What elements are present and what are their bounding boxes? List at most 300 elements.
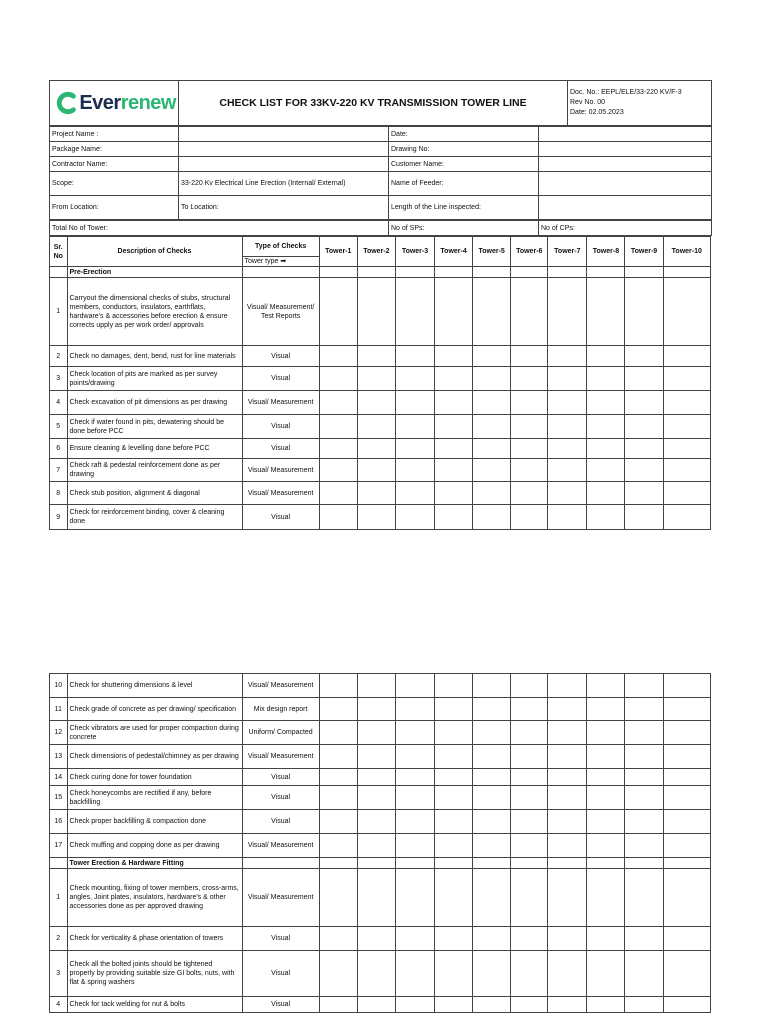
tower-8-cell[interactable] [587, 459, 625, 482]
feeder-name-label: Name of Feeder: [389, 172, 539, 196]
package-name-label: Package Name: [50, 142, 179, 157]
table-row [50, 367, 711, 391]
tower-5-cell[interactable] [473, 997, 511, 1013]
table-row [50, 459, 711, 482]
tower-4-cell[interactable] [435, 721, 473, 745]
tower-3-cell[interactable] [395, 367, 434, 391]
sr-no-cell: 3 [50, 367, 68, 391]
tower-7-cell[interactable] [548, 391, 587, 415]
tower-5-cell[interactable] [473, 391, 511, 415]
tower-4-cell[interactable] [435, 927, 473, 951]
tower-10-cell[interactable] [663, 997, 710, 1013]
to-location-label: To Location: [179, 196, 389, 220]
table-row [50, 439, 711, 459]
tower-2-cell[interactable] [357, 278, 395, 346]
tower-4-cell[interactable] [435, 869, 473, 927]
customer-name-field[interactable] [539, 157, 712, 172]
tower-5-cell[interactable] [473, 674, 511, 698]
tower-3-cell[interactable] [395, 698, 434, 721]
line-length-field[interactable] [539, 196, 712, 220]
tower-6-cell[interactable] [511, 674, 548, 698]
col-tower-3: Tower-3 [395, 237, 434, 267]
tower-2-cell[interactable] [357, 698, 395, 721]
tower-2-cell[interactable] [357, 459, 395, 482]
tower-8-cell[interactable] [587, 346, 625, 367]
tower-9-cell[interactable] [625, 439, 663, 459]
tower-8-cell[interactable] [587, 834, 625, 858]
tower-1-cell[interactable] [319, 674, 357, 698]
check-type: Visual/ Measurement [242, 869, 319, 927]
checklist-page-1 [49, 80, 711, 530]
tower-9-cell[interactable] [625, 415, 663, 439]
tower-1-cell[interactable] [319, 769, 357, 786]
check-type: Visual [242, 810, 319, 834]
sr-no-cell: 11 [50, 698, 68, 721]
check-description: Ensure cleaning & levelling done before PCC [67, 439, 242, 459]
company-logo [50, 81, 179, 126]
tower-7-cell[interactable] [548, 367, 587, 391]
tower-4-cell[interactable] [435, 674, 473, 698]
tower-5-cell[interactable] [473, 439, 511, 459]
tower-5-cell[interactable] [473, 786, 511, 810]
tower-2-cell[interactable] [357, 769, 395, 786]
tower-3-cell[interactable] [395, 869, 434, 927]
tower-9-cell[interactable] [625, 721, 663, 745]
tower-1-cell[interactable] [319, 810, 357, 834]
check-description: Carryout the dimensional checks of stubs, structural members, conductors, insulators, earthflats, hardware's & accessories before erection & ensure corrects upply as per work order/ approvals [67, 278, 242, 346]
tower-3-cell[interactable] [395, 439, 434, 459]
tower-10-cell[interactable] [663, 346, 710, 367]
tower-8-cell[interactable] [587, 505, 625, 530]
tower-9-cell[interactable] [625, 769, 663, 786]
tower-6-cell[interactable] [511, 415, 548, 439]
col-tower-10: Tower-10 [663, 237, 710, 267]
col-tower-7: Tower-7 [548, 237, 587, 267]
tower-4-cell[interactable] [435, 278, 473, 346]
tower-10-cell[interactable] [663, 769, 710, 786]
tower-3-cell[interactable] [395, 459, 434, 482]
tower-6-cell[interactable] [511, 869, 548, 927]
tower-1-cell[interactable] [319, 482, 357, 505]
tower-5-cell[interactable] [473, 482, 511, 505]
sr-no-cell: 17 [50, 834, 68, 858]
tower-6-cell[interactable] [511, 721, 548, 745]
tower-1-cell[interactable] [319, 745, 357, 769]
sr-no-cell: 4 [50, 997, 68, 1013]
tower-10-cell[interactable] [663, 698, 710, 721]
table-row [50, 745, 711, 769]
tower-9-cell[interactable] [625, 745, 663, 769]
tower-7-cell[interactable] [548, 769, 587, 786]
tower-2-cell[interactable] [357, 997, 395, 1013]
checks-table-page2 [49, 673, 711, 1013]
check-type: Visual [242, 346, 319, 367]
total-towers-label: Total No of Tower: [50, 221, 389, 236]
project-name-field[interactable] [179, 127, 389, 142]
sr-no-cell: 1 [50, 278, 68, 346]
tower-1-cell[interactable] [319, 391, 357, 415]
tower-8-cell[interactable] [587, 415, 625, 439]
table-row [50, 415, 711, 439]
tower-4-cell[interactable] [435, 367, 473, 391]
tower-1-cell[interactable] [319, 415, 357, 439]
document-date: Date: 02.05.2023 [570, 109, 624, 116]
date-field[interactable] [539, 127, 712, 142]
tower-8-cell[interactable] [587, 786, 625, 810]
check-description: Check no damages, dent, bend, rust for line materials [67, 346, 242, 367]
tower-9-cell[interactable] [625, 482, 663, 505]
tower-6-cell[interactable] [511, 482, 548, 505]
sr-no-cell: 4 [50, 391, 68, 415]
tower-5-cell[interactable] [473, 415, 511, 439]
tower-4-cell[interactable] [435, 391, 473, 415]
tower-10-cell[interactable] [663, 459, 710, 482]
tower-3-cell[interactable] [395, 505, 434, 530]
tower-9-cell[interactable] [625, 459, 663, 482]
tower-1-cell[interactable] [319, 951, 357, 997]
table-row [50, 505, 711, 530]
drawing-no-field[interactable] [539, 142, 712, 157]
tower-9-cell[interactable] [625, 810, 663, 834]
tower-1-cell[interactable] [319, 367, 357, 391]
check-description: Check raft & pedestal reinforcement done as per drawing [67, 459, 242, 482]
tower-3-cell[interactable] [395, 786, 434, 810]
check-type: Visual/ Measurement [242, 745, 319, 769]
tower-9-cell[interactable] [625, 997, 663, 1013]
tower-7-cell[interactable] [548, 674, 587, 698]
check-description: Check for verticality & phase orientation of towers [67, 927, 242, 951]
tower-1-cell[interactable] [319, 869, 357, 927]
tower-6-cell[interactable] [511, 439, 548, 459]
tower-1-cell[interactable] [319, 834, 357, 858]
tower-5-cell[interactable] [473, 745, 511, 769]
tower-5-cell[interactable] [473, 278, 511, 346]
sr-no-cell: 16 [50, 810, 68, 834]
tower-3-cell[interactable] [395, 745, 434, 769]
tower-3-cell[interactable] [395, 927, 434, 951]
table-row [50, 997, 711, 1013]
tower-1-cell[interactable] [319, 505, 357, 530]
section-tower-erection: Tower Erection & Hardware Fitting [67, 858, 242, 869]
tower-8-cell[interactable] [587, 367, 625, 391]
checklist-page-2 [49, 673, 711, 1013]
tower-2-cell[interactable] [357, 927, 395, 951]
check-description: Check honeycombs are rectified if any, before backfilling [67, 786, 242, 810]
tower-7-cell[interactable] [548, 951, 587, 997]
tower-5-cell[interactable] [473, 810, 511, 834]
section-pre-erection: Pre-Erection [67, 267, 242, 278]
tower-5-cell[interactable] [473, 834, 511, 858]
tower-2-cell[interactable] [357, 674, 395, 698]
tower-6-cell[interactable] [511, 459, 548, 482]
tower-9-cell[interactable] [625, 391, 663, 415]
tower-6-cell[interactable] [511, 745, 548, 769]
tower-2-cell[interactable] [357, 810, 395, 834]
check-description: Check stub position, alignment & diagonal [67, 482, 242, 505]
tower-3-cell[interactable] [395, 415, 434, 439]
tower-5-cell[interactable] [473, 346, 511, 367]
tower-9-cell[interactable] [625, 505, 663, 530]
tower-3-cell[interactable] [395, 482, 434, 505]
tower-5-cell[interactable] [473, 951, 511, 997]
tower-9-cell[interactable] [625, 834, 663, 858]
tower-7-cell[interactable] [548, 786, 587, 810]
tower-9-cell[interactable] [625, 346, 663, 367]
tower-3-cell[interactable] [395, 810, 434, 834]
tower-4-cell[interactable] [435, 459, 473, 482]
tower-2-cell[interactable] [357, 439, 395, 459]
col-tower-4: Tower-4 [435, 237, 473, 267]
tower-4-cell[interactable] [435, 834, 473, 858]
tower-10-cell[interactable] [663, 674, 710, 698]
tower-6-cell[interactable] [511, 346, 548, 367]
tower-7-cell[interactable] [548, 869, 587, 927]
tower-8-cell[interactable] [587, 997, 625, 1013]
tower-7-cell[interactable] [548, 834, 587, 858]
tower-2-cell[interactable] [357, 951, 395, 997]
check-type: Uniform/ Compacted [242, 721, 319, 745]
tower-4-cell[interactable] [435, 346, 473, 367]
table-row [50, 769, 711, 786]
sr-no-cell: 5 [50, 415, 68, 439]
check-type: Visual [242, 997, 319, 1013]
tower-10-cell[interactable] [663, 278, 710, 346]
tower-2-cell[interactable] [357, 869, 395, 927]
tower-8-cell[interactable] [587, 698, 625, 721]
tower-4-cell[interactable] [435, 439, 473, 459]
tower-8-cell[interactable] [587, 674, 625, 698]
tower-7-cell[interactable] [548, 721, 587, 745]
tower-1-cell[interactable] [319, 439, 357, 459]
tower-8-cell[interactable] [587, 482, 625, 505]
tower-6-cell[interactable] [511, 927, 548, 951]
tower-1-cell[interactable] [319, 721, 357, 745]
tower-9-cell[interactable] [625, 674, 663, 698]
tower-4-cell[interactable] [435, 698, 473, 721]
tower-2-cell[interactable] [357, 391, 395, 415]
tower-4-cell[interactable] [435, 415, 473, 439]
tower-2-cell[interactable] [357, 505, 395, 530]
tower-9-cell[interactable] [625, 278, 663, 346]
tower-4-cell[interactable] [435, 745, 473, 769]
tower-3-cell[interactable] [395, 278, 434, 346]
table-row [50, 927, 711, 951]
tower-5-cell[interactable] [473, 367, 511, 391]
table-row [50, 810, 711, 834]
tower-1-cell[interactable] [319, 346, 357, 367]
tower-8-cell[interactable] [587, 951, 625, 997]
col-description: Description of Checks [67, 237, 242, 267]
check-description: Check grade of concrete as per drawing/ specification [67, 698, 242, 721]
col-sr-no: Sr. No [50, 237, 68, 267]
tower-3-cell[interactable] [395, 997, 434, 1013]
tower-7-cell[interactable] [548, 810, 587, 834]
section-cell [50, 858, 68, 869]
tower-8-cell[interactable] [587, 927, 625, 951]
header-table [49, 80, 712, 126]
tower-2-cell[interactable] [357, 721, 395, 745]
doc-number: Doc. No.: EEPL/ELE/33-220 KV/F-3 [570, 89, 682, 96]
tower-type-cell [242, 257, 319, 267]
sr-no-cell: 1 [50, 869, 68, 927]
tower-10-cell[interactable] [663, 810, 710, 834]
tower-5-cell[interactable] [473, 459, 511, 482]
tower-8-cell[interactable] [587, 439, 625, 459]
tower-2-cell[interactable] [357, 482, 395, 505]
tower-4-cell[interactable] [435, 505, 473, 530]
sr-no-cell: 8 [50, 482, 68, 505]
tower-7-cell[interactable] [548, 415, 587, 439]
tower-10-cell[interactable] [663, 505, 710, 530]
tower-2-cell[interactable] [357, 346, 395, 367]
tower-10-cell[interactable] [663, 869, 710, 927]
check-type: Visual [242, 505, 319, 530]
tower-7-cell[interactable] [548, 439, 587, 459]
tower-7-cell[interactable] [548, 927, 587, 951]
tower-6-cell[interactable] [511, 698, 548, 721]
tower-4-cell[interactable] [435, 810, 473, 834]
tower-4-cell[interactable] [435, 482, 473, 505]
tower-2-cell[interactable] [357, 786, 395, 810]
no-of-cps-label: No of CPs: [539, 221, 712, 236]
contractor-name-field[interactable] [179, 157, 389, 172]
tower-4-cell[interactable] [435, 951, 473, 997]
tower-10-cell[interactable] [663, 927, 710, 951]
tower-2-cell[interactable] [357, 367, 395, 391]
tower-5-cell[interactable] [473, 698, 511, 721]
tower-8-cell[interactable] [587, 745, 625, 769]
no-of-sps-label: No of SPs: [389, 221, 539, 236]
tower-3-cell[interactable] [395, 951, 434, 997]
tower-4-cell[interactable] [435, 786, 473, 810]
tower-8-cell[interactable] [587, 721, 625, 745]
tower-5-cell[interactable] [473, 505, 511, 530]
tower-5-cell[interactable] [473, 927, 511, 951]
tower-10-cell[interactable] [663, 951, 710, 997]
tower-9-cell[interactable] [625, 927, 663, 951]
tower-3-cell[interactable] [395, 346, 434, 367]
table-row [50, 346, 711, 367]
tower-6-cell[interactable] [511, 997, 548, 1013]
tower-6-cell[interactable] [511, 769, 548, 786]
tower-3-cell[interactable] [395, 674, 434, 698]
table-row [50, 278, 711, 346]
tower-1-cell[interactable] [319, 278, 357, 346]
tower-10-cell[interactable] [663, 391, 710, 415]
tower-8-cell[interactable] [587, 869, 625, 927]
tower-4-cell[interactable] [435, 997, 473, 1013]
check-description: Check dimensions of pedestal/chimney as per drawing [67, 745, 242, 769]
tower-10-cell[interactable] [663, 367, 710, 391]
check-type: Visual [242, 769, 319, 786]
sr-no-cell: 10 [50, 674, 68, 698]
tower-6-cell[interactable] [511, 810, 548, 834]
tower-type-label: Tower type [244, 258, 279, 265]
tower-7-cell[interactable] [548, 745, 587, 769]
contractor-name-label: Contractor Name: [50, 157, 179, 172]
tower-6-cell[interactable] [511, 391, 548, 415]
tower-2-cell[interactable] [357, 745, 395, 769]
tower-1-cell[interactable] [319, 698, 357, 721]
table-row [50, 674, 711, 698]
col-type-of-checks: Type of Checks [242, 237, 319, 257]
tower-10-cell[interactable] [663, 834, 710, 858]
table-row [50, 869, 711, 927]
tower-7-cell[interactable] [548, 698, 587, 721]
tower-6-cell[interactable] [511, 834, 548, 858]
check-type: Visual [242, 415, 319, 439]
document-info [568, 81, 712, 126]
check-description: Check for shuttering dimensions & level [67, 674, 242, 698]
tower-10-cell[interactable] [663, 482, 710, 505]
tower-8-cell[interactable] [587, 769, 625, 786]
tower-2-cell[interactable] [357, 415, 395, 439]
tower-3-cell[interactable] [395, 721, 434, 745]
revision-number: Rev No. 00 [570, 99, 606, 106]
tower-6-cell[interactable] [511, 951, 548, 997]
tower-7-cell[interactable] [548, 278, 587, 346]
tower-9-cell[interactable] [625, 786, 663, 810]
from-location-label: From Location: [50, 196, 179, 220]
check-description: Check mounting, fixing of tower members, cross-arms, angles, Joint plates, insulators, hardware's & other accessories done as per approved drawing [67, 869, 242, 927]
tower-7-cell[interactable] [548, 505, 587, 530]
tower-1-cell[interactable] [319, 997, 357, 1013]
tower-7-cell[interactable] [548, 346, 587, 367]
table-row [50, 482, 711, 505]
tower-7-cell[interactable] [548, 482, 587, 505]
tower-9-cell[interactable] [625, 951, 663, 997]
tower-5-cell[interactable] [473, 869, 511, 927]
tower-5-cell[interactable] [473, 721, 511, 745]
tower-1-cell[interactable] [319, 927, 357, 951]
check-type: Visual [242, 786, 319, 810]
tower-8-cell[interactable] [587, 810, 625, 834]
tower-5-cell[interactable] [473, 769, 511, 786]
tower-7-cell[interactable] [548, 997, 587, 1013]
project-info-table [49, 126, 712, 220]
tower-9-cell[interactable] [625, 367, 663, 391]
col-tower-8: Tower-8 [587, 237, 625, 267]
tower-7-cell[interactable] [548, 459, 587, 482]
tower-6-cell[interactable] [511, 367, 548, 391]
tower-4-cell[interactable] [435, 769, 473, 786]
tower-10-cell[interactable] [663, 745, 710, 769]
tower-9-cell[interactable] [625, 698, 663, 721]
tower-1-cell[interactable] [319, 786, 357, 810]
tower-10-cell[interactable] [663, 415, 710, 439]
tower-10-cell[interactable] [663, 721, 710, 745]
tower-6-cell[interactable] [511, 786, 548, 810]
tower-6-cell[interactable] [511, 505, 548, 530]
tower-3-cell[interactable] [395, 834, 434, 858]
date-label: Date: [389, 127, 539, 142]
tower-10-cell[interactable] [663, 439, 710, 459]
tower-9-cell[interactable] [625, 869, 663, 927]
tower-2-cell[interactable] [357, 834, 395, 858]
table-row [50, 391, 711, 415]
scope-value: 33-220 Kv Electrical Line Erection (Internal/ External) [179, 172, 389, 196]
tower-10-cell[interactable] [663, 786, 710, 810]
tower-8-cell[interactable] [587, 391, 625, 415]
sr-no-cell: 2 [50, 346, 68, 367]
tower-8-cell[interactable] [587, 278, 625, 346]
package-name-field[interactable] [179, 142, 389, 157]
tower-6-cell[interactable] [511, 278, 548, 346]
tower-3-cell[interactable] [395, 391, 434, 415]
tower-1-cell[interactable] [319, 459, 357, 482]
feeder-name-field[interactable] [539, 172, 712, 196]
tower-3-cell[interactable] [395, 769, 434, 786]
